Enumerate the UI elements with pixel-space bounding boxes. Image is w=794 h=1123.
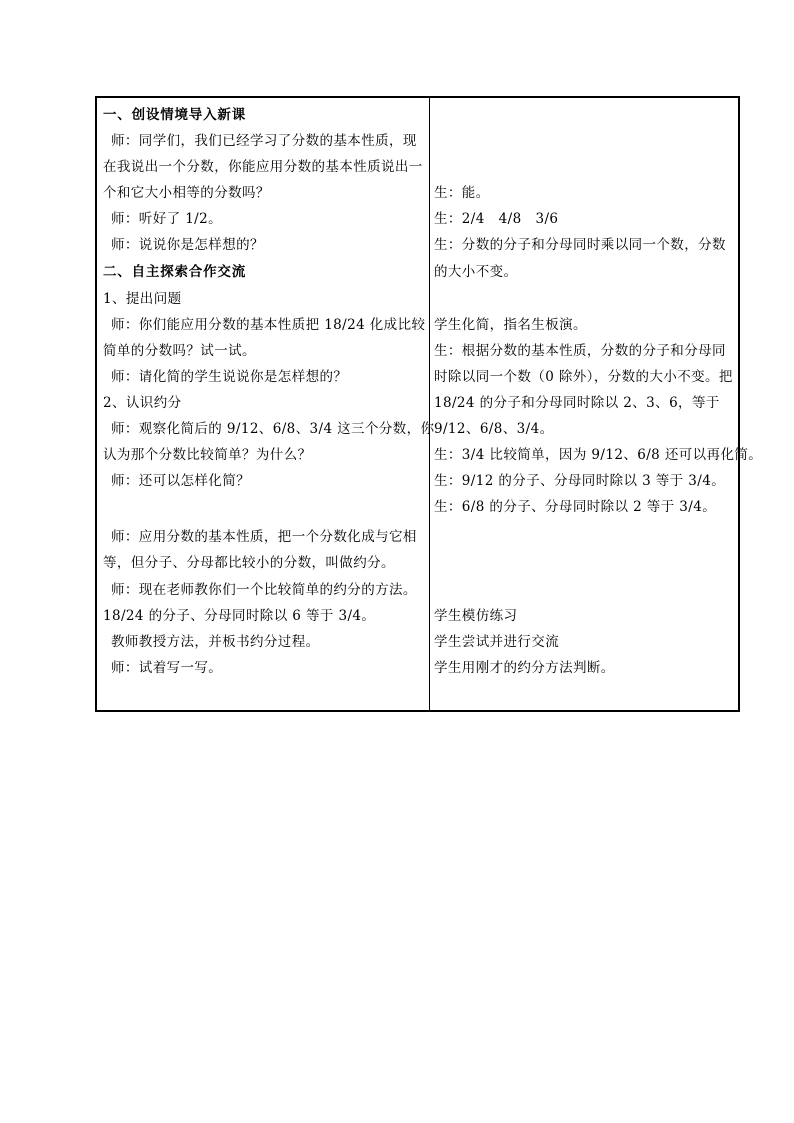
response-line: 9/12、6/8、3/4。 (434, 421, 554, 437)
response-line: 生：能。 (434, 185, 490, 201)
response-line: 生：6/8 的分子、分母同时除以 2 等于 3/4。 (434, 499, 717, 515)
response-line: 学生化简，指名生板演。 (434, 317, 587, 333)
section-heading-2: 二、自主探索合作交流 (103, 264, 246, 280)
response-line: 生：分数的分子和分母同时乘以同一个数，分数 (434, 237, 726, 253)
response-line: 学生用刚才的约分方法判断。 (434, 660, 615, 676)
student-column (430, 98, 763, 710)
teacher-column (97, 98, 435, 710)
response-line: 时除以同一个数（0 除外），分数的大小不变。把 (434, 369, 733, 385)
text-line: 师：试着写一写。 (111, 660, 223, 676)
section-heading-1: 一、创设情境导入新课 (103, 107, 246, 123)
response-line: 生：9/12 的分子、分母同时除以 3 等于 3/4。 (434, 473, 726, 489)
subheading: 2、认识约分 (103, 395, 182, 411)
text-line: 简单的分数吗？试一试。 (103, 343, 256, 359)
response-line: 生：3/4 比较简单，因为 9/12、6/8 还可以再化简。 (434, 447, 763, 463)
text-line: 师：你们能应用分数的基本性质把 18/24 化成比较 (111, 317, 426, 333)
text-line: 师：观察化简后的 9/12、6/8、3/4 这三个分数，你 (111, 421, 435, 437)
text-line: 师：请化简的学生说说你是怎样想的？ (111, 369, 348, 385)
response-line: 学生模仿练习 (434, 608, 518, 624)
text-line: 师：还可以怎样化简？ (111, 473, 250, 489)
text-line: 教师教授方法，并板书约分过程。 (111, 634, 320, 650)
response-line: 18/24 的分子和分母同时除以 2、3、6，等于 (434, 395, 720, 411)
text-line: 师：说说你是怎样想的？ (111, 237, 264, 253)
text-line: 个和它大小相等的分数吗？ (103, 185, 270, 201)
lesson-table (95, 96, 763, 712)
response-line: 学生尝试并进行交流 (434, 634, 560, 650)
response-line: 生：2/4 4/8 3/6 (434, 211, 559, 227)
text-line: 认为那个分数比较简单？为什么？ (103, 447, 312, 463)
text-line: 师：听好了 1/2。 (111, 211, 223, 227)
response-line: 的大小不变。 (434, 264, 518, 280)
text-line: 在我说出一个分数，你能应用分数的基本性质说出一 (103, 159, 423, 175)
response-line: 生：根据分数的基本性质，分数的分子和分母同 (434, 343, 726, 359)
text-line: 师：现在老师教你们一个比较简单的约分的方法。 (111, 582, 417, 598)
text-line: 18/24 的分子、分母同时除以 6 等于 3/4。 (103, 608, 376, 624)
subheading: 1、提出问题 (103, 291, 182, 307)
text-line: 等，但分子、分母都比较小的分数，叫做约分。 (103, 555, 395, 571)
text-line: 师：同学们，我们已经学习了分数的基本性质，现 (111, 133, 417, 149)
text-line: 师：应用分数的基本性质，把一个分数化成与它相 (111, 529, 417, 545)
